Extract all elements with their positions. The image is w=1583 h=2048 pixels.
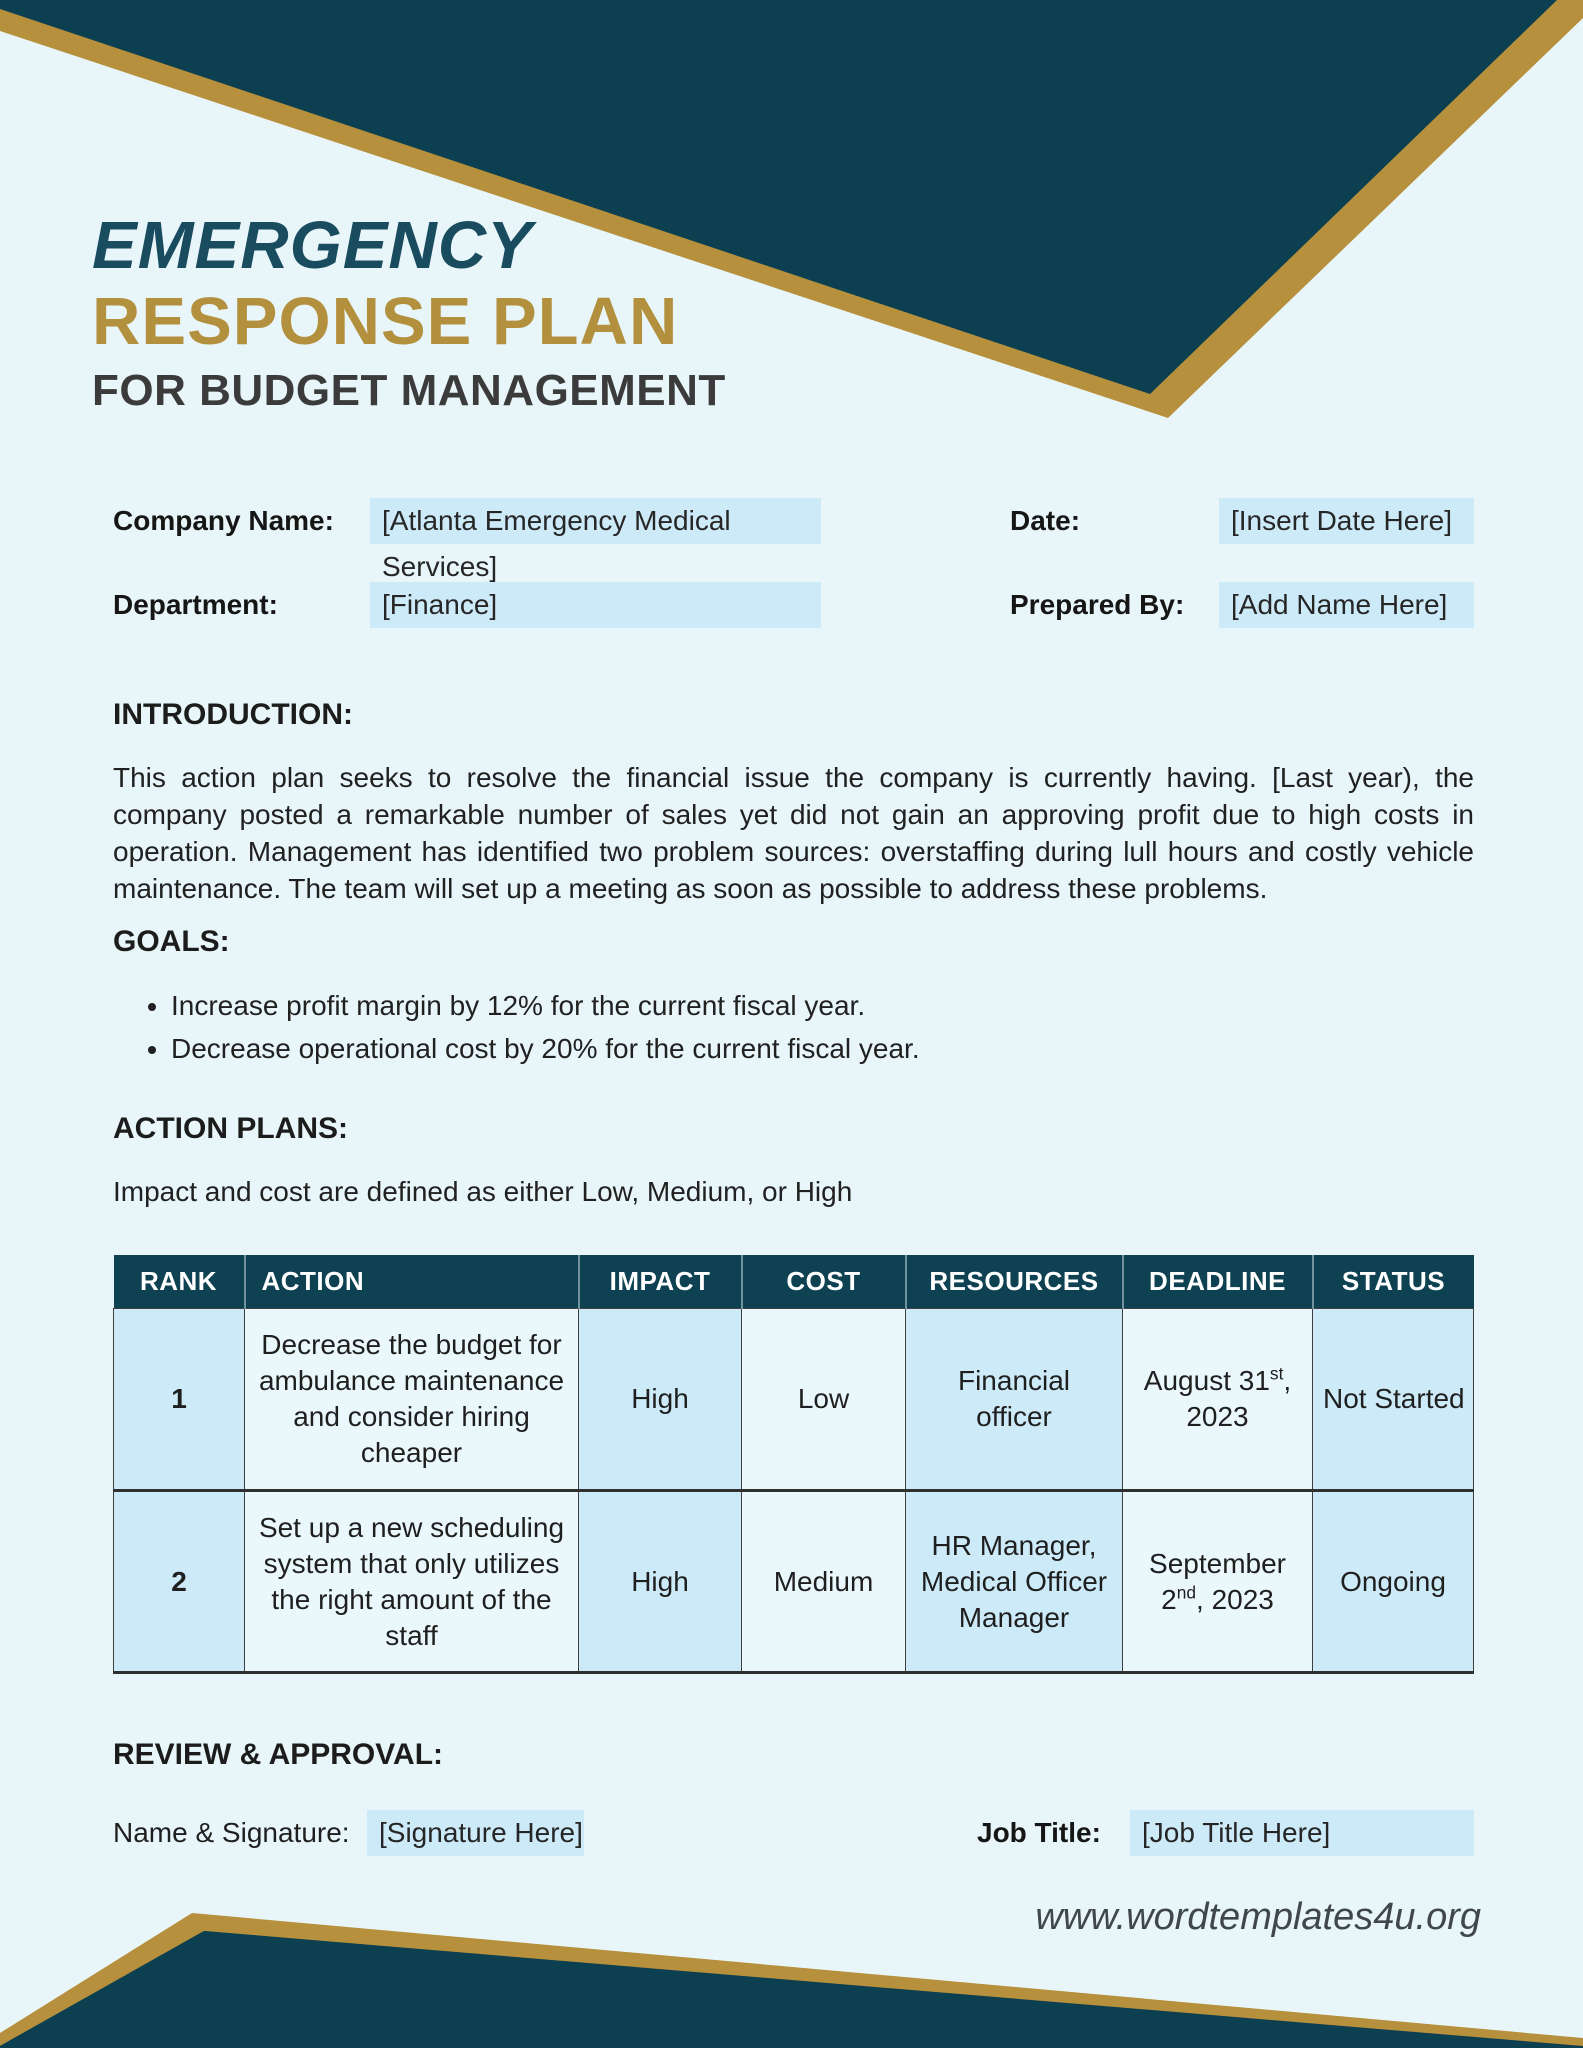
table-body bbox=[114, 1309, 1474, 1673]
cell-impact: High bbox=[579, 1309, 742, 1491]
cell-impact: High bbox=[579, 1491, 742, 1673]
column-header-resources: RESOURCES bbox=[906, 1255, 1123, 1309]
cell-rank: 2 bbox=[114, 1491, 245, 1673]
introduction-heading: INTRODUCTION: bbox=[113, 698, 353, 731]
table-header-row bbox=[114, 1255, 1474, 1309]
title-emergency: EMERGENCY bbox=[92, 208, 533, 283]
cell-deadline: September 2nd, 2023 bbox=[1123, 1491, 1313, 1673]
goals-heading: GOALS: bbox=[113, 925, 230, 958]
cell-action: Set up a new scheduling system that only utilizes the right amount of the staff bbox=[245, 1491, 579, 1673]
introduction-section bbox=[113, 698, 1474, 907]
cell-cost: Medium bbox=[742, 1491, 906, 1673]
prepared-by-field[interactable]: [Add Name Here] bbox=[1219, 582, 1474, 628]
cell-cost: Low bbox=[742, 1309, 906, 1491]
document-title bbox=[92, 208, 726, 415]
meta-fields bbox=[113, 498, 1474, 630]
goal-item: • Decrease operational cost by 20% for the current fiscal year. bbox=[171, 1030, 1474, 1067]
signature-label: Name & Signature: bbox=[113, 1817, 350, 1848]
title-subtitle: FOR BUDGET MANAGEMENT bbox=[92, 366, 726, 415]
cell-status: Ongoing bbox=[1313, 1491, 1474, 1673]
meta-row-1 bbox=[113, 498, 1474, 582]
review-approval-section bbox=[113, 1738, 1474, 1856]
cell-resources: Financial officer bbox=[906, 1309, 1123, 1491]
department-field[interactable]: [Finance] bbox=[370, 582, 821, 628]
column-header-impact: IMPACT bbox=[579, 1255, 742, 1309]
cell-resources: HR Manager, Medical Officer Manager bbox=[906, 1491, 1123, 1673]
company-name-field[interactable]: [Atlanta Emergency Medical Services] bbox=[370, 498, 821, 544]
website-link[interactable]: www.wordtemplates4u.org bbox=[1035, 1896, 1481, 1938]
action-plans-heading: ACTION PLANS: bbox=[113, 1112, 348, 1145]
table-row bbox=[114, 1491, 1474, 1673]
column-header-rank: RANK bbox=[114, 1255, 245, 1309]
action-plan-table bbox=[113, 1255, 1474, 1674]
goals-list bbox=[113, 987, 1474, 1067]
cell-action: Decrease the budget for ambulance maintenance and consider hiring cheaper bbox=[245, 1309, 579, 1491]
title-response-plan: RESPONSE PLAN bbox=[92, 284, 679, 359]
cell-deadline: August 31st, 2023 bbox=[1123, 1309, 1313, 1491]
cell-rank: 1 bbox=[114, 1309, 245, 1491]
review-approval-heading: REVIEW & APPROVAL: bbox=[113, 1738, 444, 1771]
date-field[interactable]: [Insert Date Here] bbox=[1219, 498, 1474, 544]
signature-field[interactable]: [Signature Here] bbox=[367, 1810, 584, 1856]
department-label: Department: bbox=[113, 589, 278, 620]
meta-row-2 bbox=[113, 582, 1474, 628]
job-title-label: Job Title: bbox=[977, 1817, 1101, 1848]
table-row bbox=[114, 1309, 1474, 1491]
review-row bbox=[113, 1810, 1474, 1856]
action-plans-section bbox=[113, 1112, 1474, 1208]
goal-item: • Increase profit margin by 12% for the current fiscal year. bbox=[171, 987, 1474, 1024]
column-header-status: STATUS bbox=[1313, 1255, 1474, 1309]
column-header-cost: COST bbox=[742, 1255, 906, 1309]
date-label: Date: bbox=[1010, 505, 1081, 536]
column-header-deadline: DEADLINE bbox=[1123, 1255, 1313, 1309]
company-name-label: Company Name: bbox=[113, 505, 334, 536]
action-plans-note: Impact and cost are defined as either Low, Medium, or High bbox=[113, 1176, 853, 1207]
cell-status: Not Started bbox=[1313, 1309, 1474, 1491]
column-header-action: ACTION bbox=[245, 1255, 579, 1309]
job-title-field[interactable]: [Job Title Here] bbox=[1130, 1810, 1474, 1856]
goals-section bbox=[113, 925, 1474, 1073]
prepared-by-label: Prepared By: bbox=[1010, 589, 1185, 620]
introduction-paragraph: This action plan seeks to resolve the financial issue the company is currently having. [Last year), the company posted a remarkable number of sales yet did not gain an approving profit due to high costs in operation. Management has identified two problem sources: overstaffing during lull hours and costly vehicle maintenance. The team will set up a meeting as soon as possible to address these problems. bbox=[113, 762, 1474, 904]
